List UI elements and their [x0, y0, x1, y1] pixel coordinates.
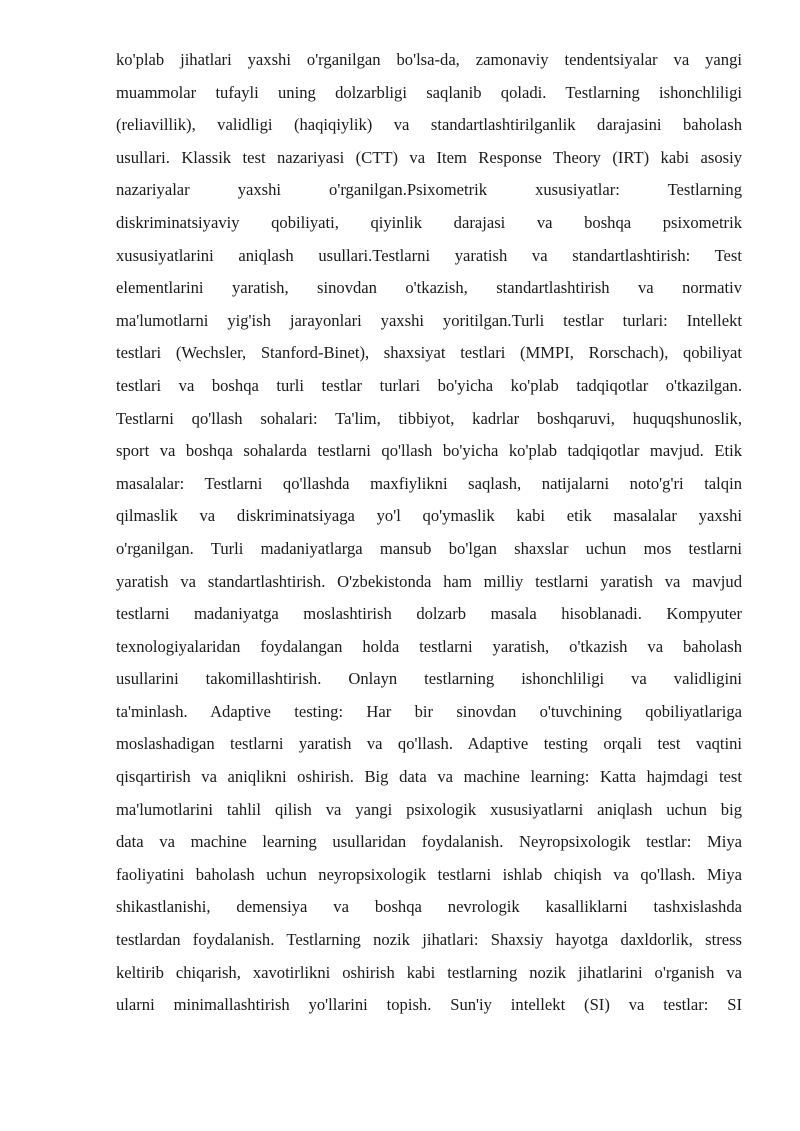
body-text — [116, 44, 742, 1022]
text-line: Testlarni qo'llash sohalari: Ta'lim, tibbiyot, kadrlar boshqaruvi, huquqshunoslik, — [116, 408, 742, 428]
text-line: keltirib chiqarish, xavotirlikni oshirish kabi testlarning nozik jihatlarini o'rganish va — [116, 962, 742, 982]
text-line: elementlarini yaratish, sinovdan o'tkazish, standartlashtirish va normativ — [116, 278, 742, 298]
text-line: data va machine learning usullaridan foydalanish. Neyropsixologik testlar: Miya — [116, 832, 742, 852]
text-line: (reliavillik), validligi (haqiqiylik) va standartlashtirilganlik darajasini baholash — [116, 115, 742, 135]
text-line: ma'lumotlarni yig'ish jarayonlari yaxshi yoritilgan.Turli testlar turlari: Intellekt — [116, 310, 742, 330]
text-line: qilmaslik va diskriminatsiyaga yo'l qo'ymaslik kabi etik masalalar yaxshi — [116, 506, 742, 526]
text-line: sport va boshqa sohalarda testlarni qo'llash bo'yicha ko'plab tadqiqotlar mavjud. Etik — [116, 441, 742, 461]
text-line: yaratish va standartlashtirish. O'zbekistonda ham milliy testlarni yaratish va mavjud — [116, 571, 742, 591]
text-line: testlari va boshqa turli testlar turlari bo'yicha ko'plab tadqiqotlar o'tkazilgan. — [116, 375, 742, 395]
text-line: xususiyatlarini aniqlash usullari.Testlarni yaratish va standartlashtirish: Test — [116, 245, 742, 265]
text-line: ma'lumotlarini tahlil qilish va yangi psixologik xususiyatlarni aniqlash uchun big — [116, 799, 742, 819]
text-line: faoliyatini baholash uchun neyropsixologik testlarni ishlab chiqish va qo'llash. Miya — [116, 864, 742, 884]
text-line: nazariyalar yaxshi o'rganilgan.Psixometrik xususiyatlar: Testlarning — [116, 180, 742, 200]
text-line: ko'plab jihatlari yaxshi o'rganilgan bo'lsa-da, zamonaviy tendentsiyalar va yangi — [116, 50, 742, 69]
text-line: masalalar: Testlarni qo'llashda maxfiylikni saqlash, natijalarni noto'g'ri talqin — [116, 473, 742, 493]
text-line: diskriminatsiyaviy qobiliyati, qiyinlik darajasi va boshqa psixometrik — [116, 212, 742, 232]
text-line: testlari (Wechsler, Stanford-Binet), shaxsiyat testlari (MMPI, Rorschach), qobiliyat — [116, 343, 742, 363]
text-line: ta'minlash. Adaptive testing: Har bir sinovdan o'tuvchining qobiliyatlariga — [116, 701, 742, 721]
text-line: muammolar tufayli uning dolzarbligi saqlanib qoladi. Testlarning ishonchliligi — [116, 82, 742, 102]
text-line: ularni minimallashtirish yo'llarini topish. Sun'iy intellekt (SI) va testlar: SI — [116, 995, 742, 1015]
text-line: texnologiyalaridan foydalangan holda testlarni yaratish, o'tkazish va baholash — [116, 636, 742, 656]
text-line: testlarni madaniyatga moslashtirish dolzarb masala hisoblanadi. Kompyuter — [116, 604, 742, 624]
text-line: shikastlanishi, demensiya va boshqa nevrologik kasalliklarni tashxislashda — [116, 897, 742, 917]
text-line: usullari. Klassik test nazariyasi (CTT) va Item Response Theory (IRT) kabi asosiy — [116, 147, 742, 167]
text-line: usullarini takomillashtirish. Onlayn testlarning ishonchliligi va validligini — [116, 669, 742, 689]
text-line: qisqartirish va aniqlikni oshirish. Big data va machine learning: Katta hajmdagi test — [116, 767, 742, 787]
text-line: moslashadigan testlarni yaratish va qo'llash. Adaptive testing orqali test vaqtini — [116, 734, 742, 754]
text-line: testlardan foydalanish. Testlarning nozik jihatlari: Shaxsiy hayotga daxldorlik, stress — [116, 930, 742, 950]
text-line: o'rganilgan. Turli madaniyatlarga mansub bo'lgan shaxslar uchun mos testlarni — [116, 538, 742, 558]
